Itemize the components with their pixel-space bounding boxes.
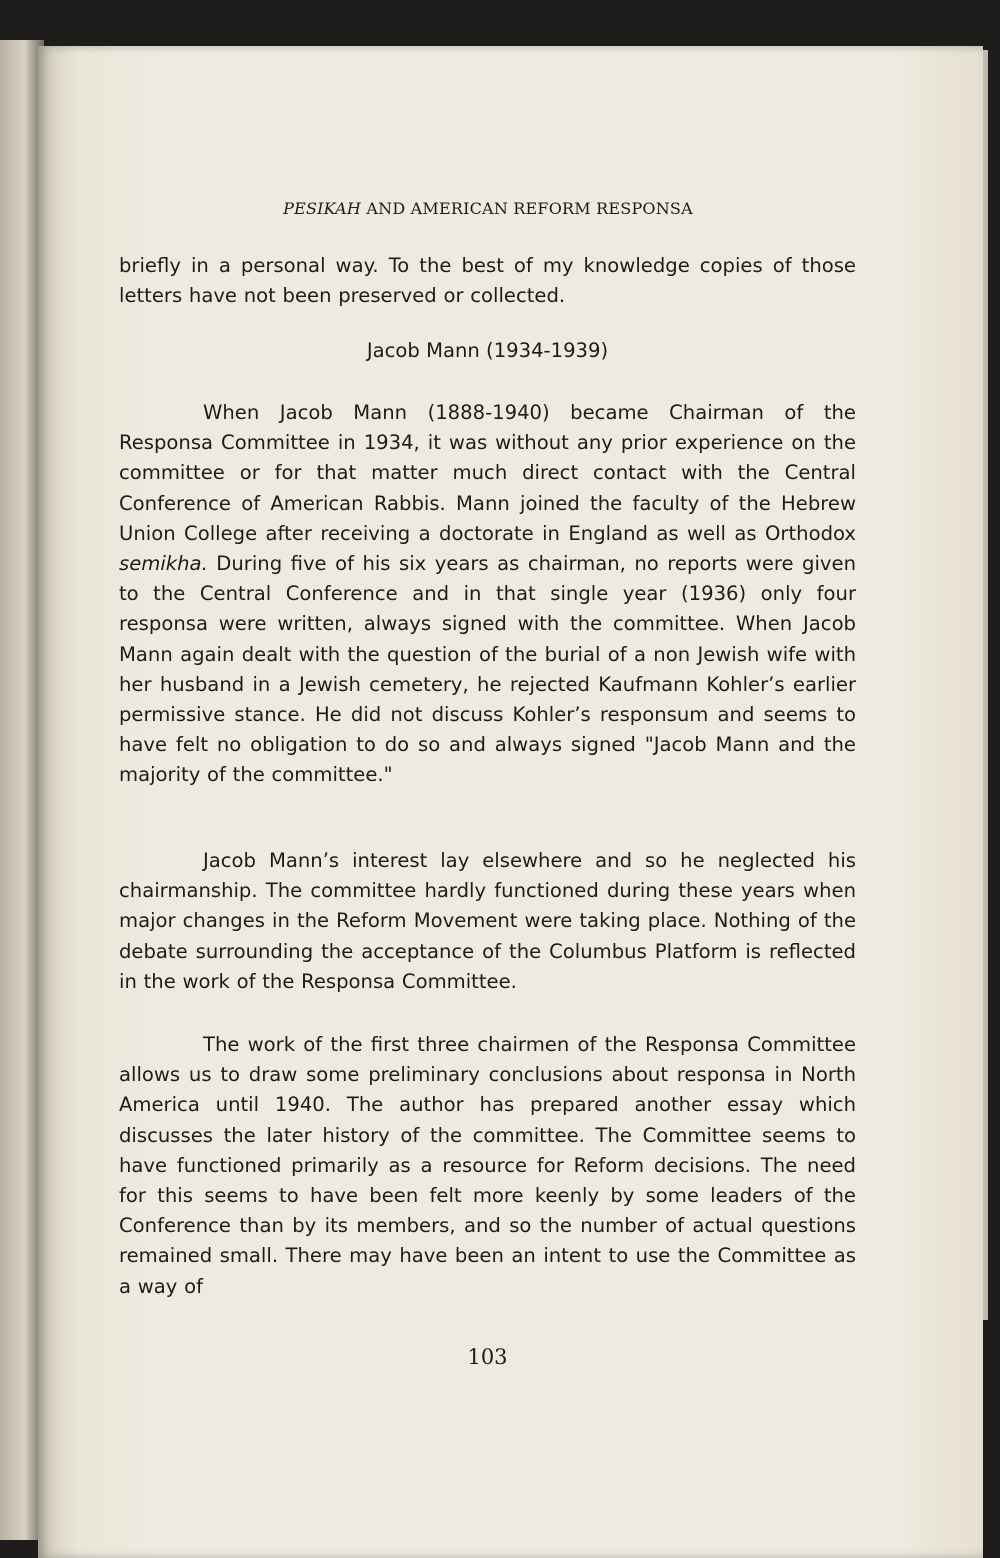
paragraph-2 [119, 398, 856, 791]
paragraph-1: briefly in a personal way. To the best of my knowledge copies of those letters have not been preserved or collected. [119, 254, 856, 308]
section-heading: Jacob Mann (1934-1939) [366, 339, 609, 362]
running-head-italic: PESIKAH [283, 199, 362, 218]
paragraph-2-text-a: When Jacob Mann (1888-1940) became Chairman of the Responsa Committee in 1934, it was without any prior experience on the committee or for that matter much direct contact with the Central Conference of American Rabbis. Mann joined the faculty of the Hebrew Union College after receiving a doctorate in England as well as Orthodox [119, 401, 856, 545]
running-head [120, 199, 856, 218]
paragraph-3: Jacob Mann’s interest lay elsewhere and so he neglected his chairmanship. The committee hardly functioned during these years when major changes in the Reform Movement were taking place. Nothing of the debate surrounding the acceptance of the Columbus Platform is reflected in the work of the Responsa Committee. [119, 849, 856, 993]
paragraph-2-italic: semikha. [119, 552, 208, 576]
page-number: 103 [467, 1345, 508, 1369]
paragraph-4: The work of the first three chairmen of the Responsa Committee allows us to draw some preliminary conclusions about responsa in North America until 1940. The author has prepared another essay which discusses the later history of the committee. The Committee seems to have functioned primarily as a resource for Reform decisions. The need for this seems to have been felt more keenly by some leaders of the Conference than by its members, and so the number of actual questions remained small. There may have been an intent to use the Committee as a way of [119, 1033, 856, 1298]
running-head-text: AND AMERICAN REFORM RESPONSA [361, 199, 693, 218]
paragraph-2-text-b: During five of his six years as chairman, no reports were given to the Central Conference and in that single year (1936) only four responsa were written, always signed with the committee. When Jacob Mann again dealt with the question of the burial of a non Jewish wife with her husband in a Jewish cemetery, he rejected Kaufmann Kohler’s earlier permissive stance. He did not discuss Kohler’s responsum and seems to have felt no obligation to do so and always signed "Jacob Mann and the majority of the committee." [119, 552, 856, 787]
